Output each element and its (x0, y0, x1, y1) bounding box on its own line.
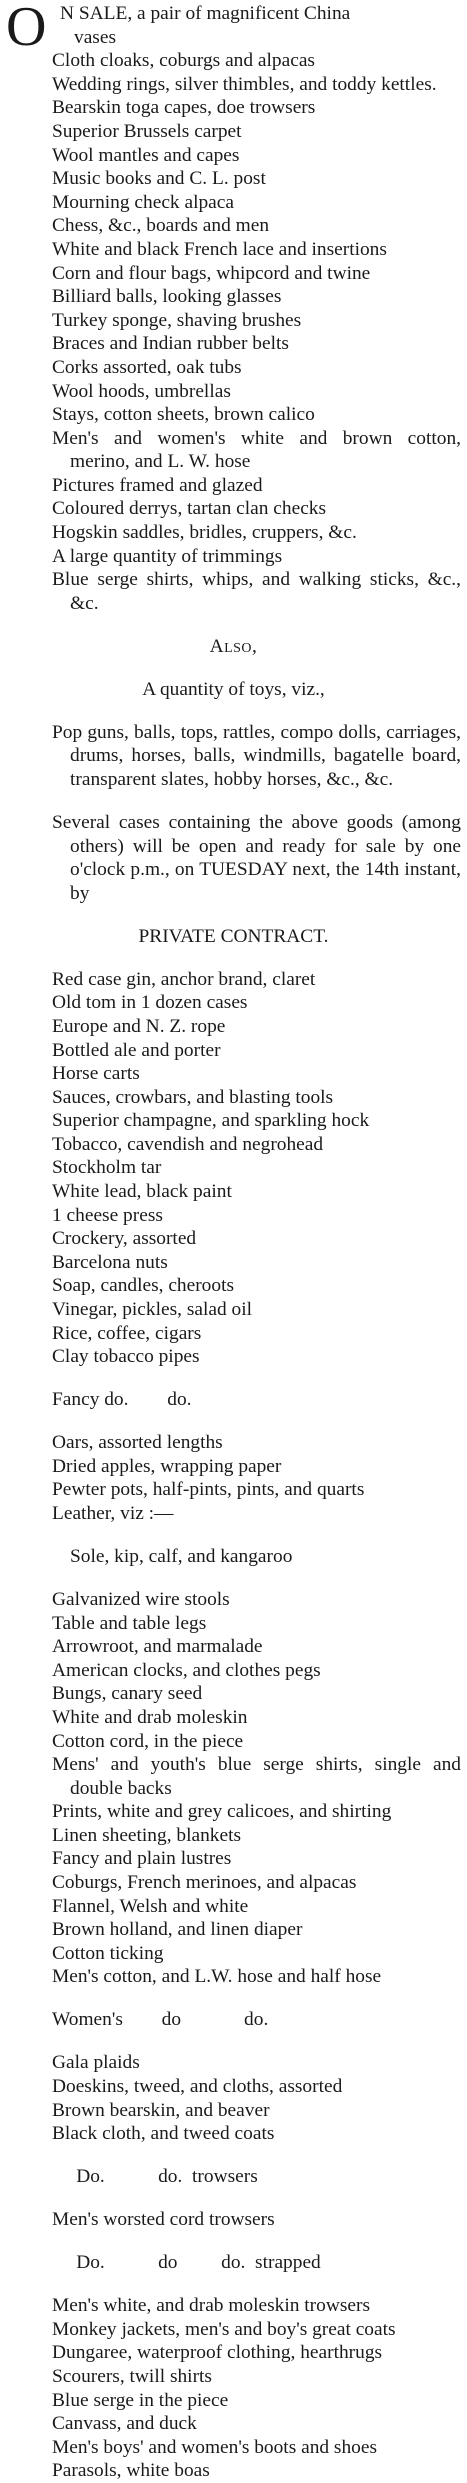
list-item: Corn and flour bags, whipcord and twine (52, 262, 371, 284)
list-item: Oars, assorted lengths (52, 1432, 223, 1454)
list-item: Stays, cotton sheets, brown calico (52, 404, 315, 426)
list-item: Men's cotton, and L.W. hose and half hose (52, 1966, 382, 1988)
list-item: Cloth cloaks, coburgs and alpacas (52, 50, 315, 72)
list-item: Horse carts (52, 1063, 140, 1085)
list-item-ditto: Fancy do. do. (52, 1389, 192, 1411)
list-item: Scourers, twill shirts (52, 2365, 212, 2387)
list-item: Pictures framed and glazed (52, 474, 263, 496)
list-item: Brown holland, and linen diaper (52, 1919, 303, 1941)
list-item: White lead, black paint (52, 1181, 232, 1203)
sale-notice (6, 811, 461, 905)
list-item: Hogskin saddles, bridles, cruppers, &c. (52, 522, 357, 544)
item-list-b (6, 968, 461, 1369)
list-item: Clay tobacco pipes (52, 1346, 200, 1368)
list-item: Red case gin, anchor brand, claret (52, 968, 316, 990)
list-item: Black cloth, and tweed coats (52, 2123, 275, 2145)
list-item: A large quantity of trimmings (52, 545, 283, 567)
list-item: Monkey jackets, men's and boy's great coats (52, 2318, 396, 2340)
list-item: Mens' and youth's blue serge shirts, single and double backs (52, 1754, 461, 1799)
list-item: Blue serge in the piece (52, 2389, 229, 2411)
list-item: American clocks, and clothes pegs (52, 1659, 321, 1681)
list-item: Wool hoods, umbrellas (52, 380, 231, 402)
list-item: Bearskin toga capes, doe trowsers (52, 97, 316, 119)
list-item: Chess, &c., boards and men (52, 215, 270, 237)
list-item: Men's worsted cord trowsers (52, 2209, 275, 2231)
item-list-a (6, 49, 461, 615)
opening-line (6, 0, 461, 58)
list-item: Fancy and plain lustres (52, 1848, 232, 1870)
list-item: Music books and C. L. post (52, 168, 266, 190)
list-item: Men's white, and drab moleskin trowsers (52, 2295, 370, 2317)
list-item: Crockery, assorted (52, 1228, 197, 1250)
private-contract: PRIVATE CONTRACT. (138, 925, 329, 947)
list-item: Old tom in 1 dozen cases (52, 992, 248, 1014)
list-item: Coburgs, French merinoes, and alpacas (52, 1872, 357, 1894)
list-item: Corks assorted, oak tubs (52, 356, 242, 378)
list-item: Brown bearskin, and beaver (52, 2099, 270, 2121)
item-list-c (6, 1431, 461, 1525)
list-item: Coloured derrys, tartan clan checks (52, 498, 327, 520)
list-item: Mourning check alpaca (52, 191, 234, 213)
list-item: Men's boys' and women's boots and shoes (52, 2436, 378, 2458)
list-item: Superior champagne, and sparkling hock (52, 1110, 370, 1132)
also-heading: Also, (209, 635, 258, 657)
drop-cap: O (6, 0, 47, 58)
list-item: Tobacco, cavendish and negrohead (52, 1133, 324, 1155)
list-item: Parasols, white boas (52, 2460, 210, 2482)
toys-list: Pop guns, balls, tops, rattles, compo dolls, carriages, drums, horses, balls, windmills, bagatelle board, transparent slates, hobby horses, &c., &c. (52, 721, 461, 790)
leather-sub-item: Sole, kip, calf, and kangaroo (70, 1545, 293, 1567)
list-item: Vinegar, pickles, salad oil (52, 1299, 252, 1321)
list-item: White and black French lace and insertions (52, 238, 387, 260)
list-item: Blue serge shirts, whips, and walking sticks, &c., &c. (52, 569, 461, 614)
list-item: Prints, white and grey calicoes, and shirting (52, 1801, 392, 1823)
list-item: Superior Brussels carpet (52, 120, 242, 142)
list-item: Soap, candles, cheroots (52, 1275, 235, 1297)
list-item: Braces and Indian rubber belts (52, 333, 289, 355)
item-list-f (6, 2208, 461, 2232)
item-list-g (6, 2294, 461, 2483)
list-item: Europe and N. Z. rope (52, 1015, 226, 1037)
sale-notice-text: Several cases containing the above goods (among others) will be open and ready for sale by one o'clock p.m., on TUESDAY next, the 14th instant, by (52, 811, 461, 904)
list-item: Gala plaids (52, 2052, 140, 2074)
list-item: Arrowroot, and marmalade (52, 1636, 263, 1658)
list-item: Galvanized wire stools (52, 1588, 230, 1610)
list-item: Stockholm tar (52, 1157, 162, 1179)
list-item: Sauces, crowbars, and blasting tools (52, 1086, 334, 1108)
list-item: Linen sheeting, blankets (52, 1824, 242, 1846)
list-item: Rice, coffee, cigars (52, 1322, 202, 1344)
list-item-ditto: Do. do. trowsers (52, 2166, 258, 2188)
list-item: Dungaree, waterproof clothing, hearthrugs (52, 2342, 383, 2364)
item-list-e (6, 2051, 461, 2145)
toys-intro: A quantity of toys, viz., (142, 678, 325, 700)
list-item: Billiard balls, looking glasses (52, 286, 282, 308)
list-item: Leather, viz :— (52, 1502, 174, 1524)
list-item: 1 cheese press (52, 1204, 163, 1226)
list-item: Cotton cord, in the piece (52, 1730, 244, 1752)
list-item: Men's and women's white and brown cotton, merino, and L. W. hose (52, 427, 461, 473)
list-item: Flannel, Welsh and white (52, 1895, 249, 1917)
list-item-ditto: Women's do do. (52, 2009, 269, 2031)
list-item: Bottled ale and porter (52, 1039, 221, 1061)
list-item: White and drab moleskin (52, 1706, 248, 1728)
list-item: Wool mantles and capes (52, 144, 240, 166)
item-list-d (6, 1588, 461, 1989)
list-item: Turkey sponge, shaving brushes (52, 309, 302, 331)
list-item-ditto: Do. do do. strapped (52, 2252, 321, 2274)
opening-text: N SALE, a pair of magnificent China (60, 3, 351, 24)
list-item: Dried apples, wrapping paper (52, 1455, 282, 1477)
list-item: Canvass, and duck (52, 2413, 197, 2435)
list-item: Doeskins, tweed, and cloths, assorted (52, 2076, 343, 2097)
list-item: Bungs, canary seed (52, 1683, 203, 1705)
list-item: Pewter pots, half-pints, pints, and quarts (52, 1479, 365, 1501)
opening-text-continued: vases (74, 26, 117, 48)
list-item: Table and table legs (52, 1612, 207, 1634)
list-item: Cotton ticking (52, 1942, 164, 1964)
list-item: Barcelona nuts (52, 1251, 168, 1273)
list-item: Wedding rings, silver thimbles, and toddy kettles. (52, 73, 437, 95)
